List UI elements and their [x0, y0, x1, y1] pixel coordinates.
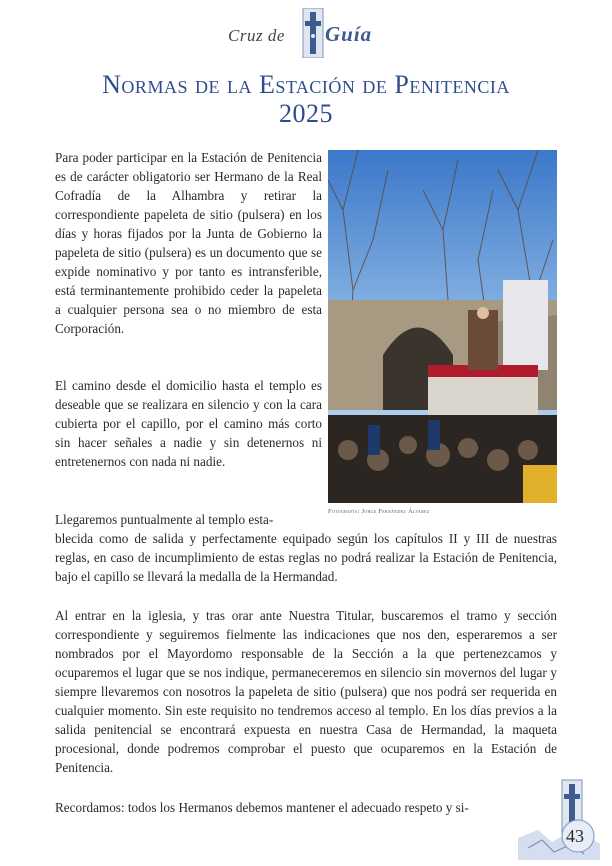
- photo-credit: Fotografía: Jorge Fernández Álvarez: [328, 508, 430, 515]
- guide-cross-icon: [300, 8, 326, 58]
- paragraph-2: El camino desde el domicilio hasta el templo es deseable que se realizara en silencio y con la cara cubierta por el capillo, por el camino más corto sin hacer señales a nadie y sin detenernos ni entretenernos con nada ni nadie.: [55, 378, 322, 469]
- title-line-2: 2025: [279, 99, 333, 128]
- paragraph-5: Recordamos: todos los Hermanos debemos mantener el adecuado respeto y si-: [55, 800, 469, 815]
- masthead: [0, 8, 612, 58]
- procession-photo: [328, 150, 557, 503]
- paragraph-4: Al entrar en la iglesia, y tras orar ante Nuestra Titular, buscaremos el tramo y sección correspondiente y seguiremos fielmente las indicaciones que nos den, esperaremos a ser nombrados por el Mayordomo responsable de la Sección a la que pertenezcamos y ocuparemos el lugar que se nos indique, permaneceremos en silencio sin movernos del lugar y siempre llevaremos con nosotros la papeleta de sitio (pulsera) que nos podrá ser requerida en cualquier momento. Sin este requisito no tendremos acceso al templo. En los días previos a la salida penitencial se encontrará expuesta en nuestra Casa de Hermandad, la maqueta procesional, donde podremos comprobar el puesto que ocuparemos en la Estación de Penitencia.: [55, 608, 557, 775]
- title-line-1: Normas de la Estación de Penitencia: [102, 70, 510, 99]
- brand-text-right: Guía: [325, 22, 373, 46]
- paragraph-3-rest: blecida como de salida y perfectamente equipado según los capítulos II y III de nuestras reglas, en caso de incumplimiento de estas reglas no podrá realizar la Estación de Penitencia, bajo el capillo se llevará la medalla de la Hermandad.: [55, 531, 557, 584]
- paragraph-3-start: Llegaremos puntualmente al templo esta-: [55, 512, 274, 527]
- brand-text-left: Cruz de: [228, 26, 285, 45]
- page-title: [40, 70, 572, 128]
- page-number: 43: [566, 826, 584, 846]
- paragraph-1: Para poder participar en la Estación de Penitencia es de carácter obligatorio ser Hermano de la Real Cofradía de la Alhambra y retirar la correspondiente papeleta de sitio (pulsera) en los días y horas fijados por la Junta de Gobierno la papeleta de sitio (pulsera) es un documento que se expide nominativo y por tanto es intransferible, está terminantemente prohibido ceder la papeleta a cualquier persona sea o no miembro de esta Corporación.: [55, 150, 322, 336]
- corner-cross-ornament-icon: [518, 778, 600, 860]
